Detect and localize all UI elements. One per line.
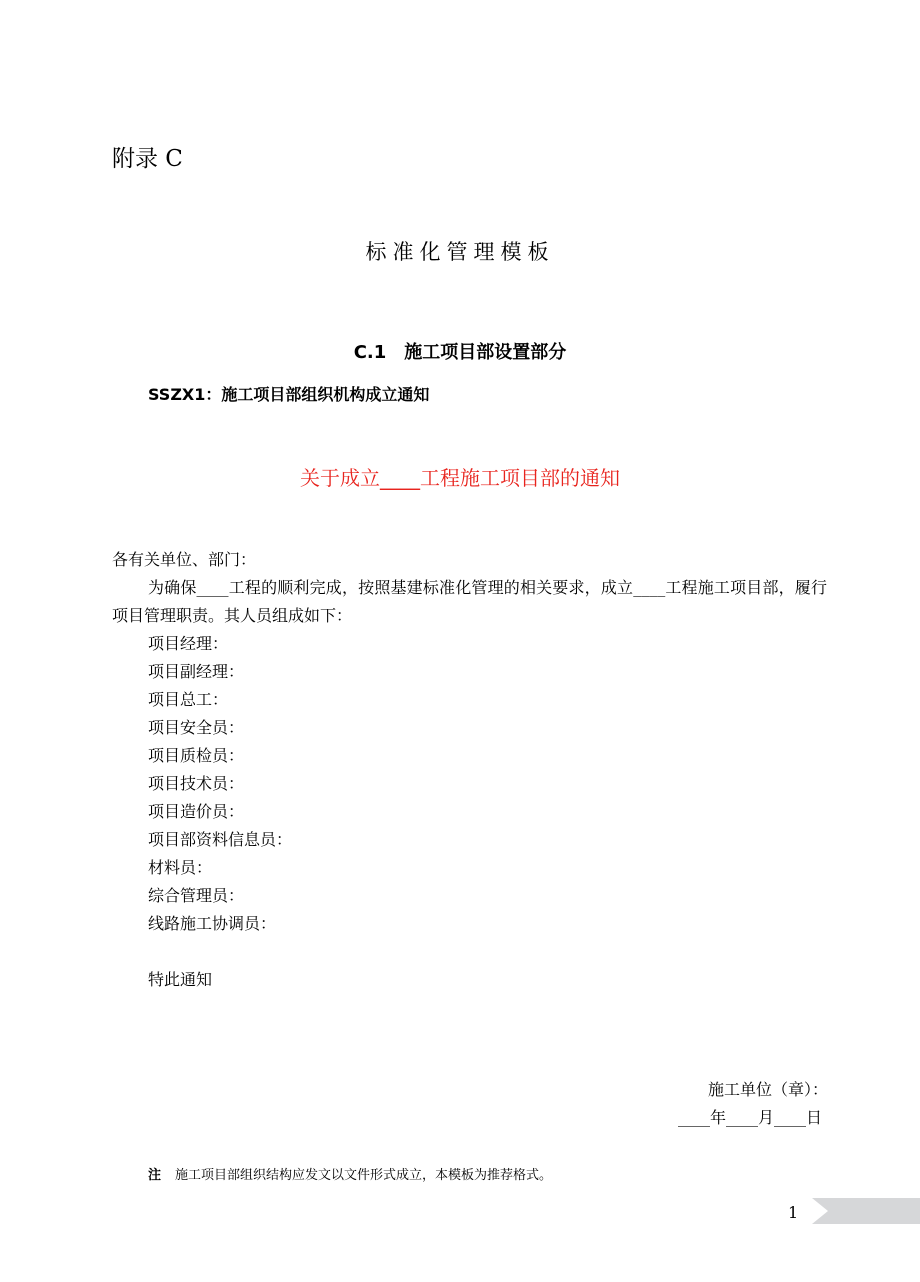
role-item: 项目部资料信息员：: [148, 830, 293, 849]
role-item: 项目副经理：: [148, 662, 245, 681]
role-item: 材料员：: [148, 858, 213, 877]
subsection-title: ：施工项目部组织机构成立通知: [205, 385, 430, 404]
salutation: 各有关单位、部门：: [112, 550, 257, 569]
footnote-text: 施工项目部组织结构应发文以文件形式成立，本模板为推荐格式。: [175, 1168, 553, 1183]
notice-paragraph: 为确保____工程的顺利完成，按照基建标准化管理的相关要求，成立____工程施工项目部，履行项目管理职责。其人员组成如下：: [112, 578, 827, 625]
section-title: 施工项目部设置部分: [404, 342, 567, 363]
role-list: [148, 630, 292, 938]
role-item: 项目技术员：: [148, 774, 245, 793]
closing-text: 特此通知: [148, 970, 213, 989]
notice-title: 关于成立____工程施工项目部的通知: [300, 466, 620, 490]
role-item: 项目总工：: [148, 690, 229, 709]
section-heading: [0, 338, 920, 364]
role-item: 综合管理员：: [148, 886, 245, 905]
role-item: 项目经理：: [148, 634, 229, 653]
role-item: 项目质检员：: [148, 746, 245, 765]
date-line: ____年____月____日: [677, 1108, 822, 1127]
page-number: 1: [788, 1203, 799, 1222]
page-tab-decoration: [812, 1198, 920, 1224]
subsection-code: SSZX1: [148, 385, 206, 404]
role-item: 线路施工协调员：: [148, 914, 277, 933]
section-number: C.1: [353, 342, 387, 363]
role-item: 项目安全员：: [148, 718, 245, 737]
footnote: [148, 1164, 552, 1183]
role-item: 项目造价员：: [148, 802, 245, 821]
main-title: 标准化管理模板: [365, 240, 555, 264]
appendix-label: 附录 C: [112, 146, 183, 172]
signature-unit: 施工单位（章）：: [707, 1080, 828, 1099]
footnote-mark: 注: [148, 1168, 162, 1183]
subsection-heading: [148, 382, 429, 405]
